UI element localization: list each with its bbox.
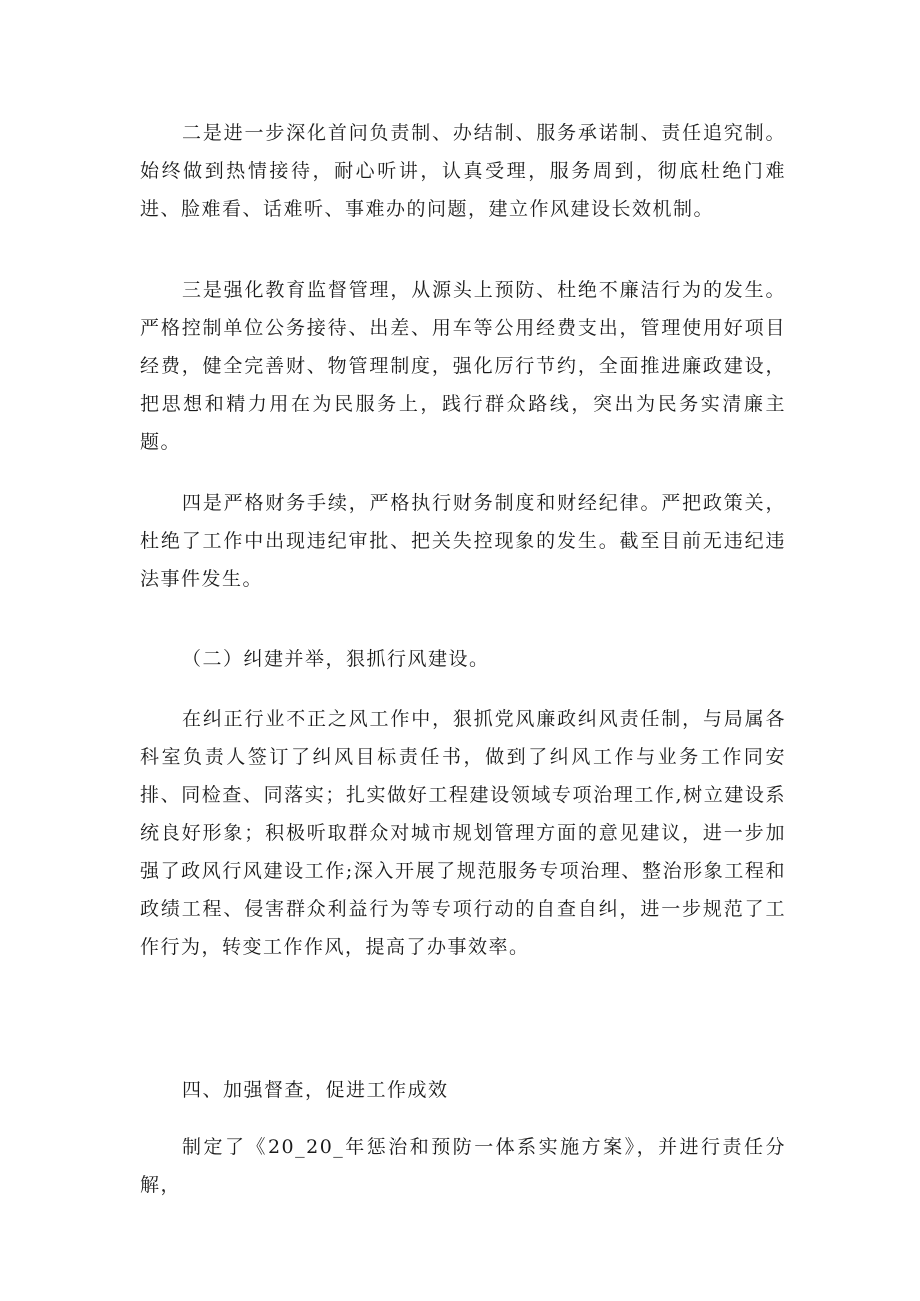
section-heading-two: （二）纠建并举，狠抓行风建设。: [182, 648, 490, 670]
section-heading-four: 四、加强督查，促进工作成效: [182, 1079, 449, 1101]
paragraph-style-rectification: 在纠正行业不正之风工作中，狠抓党风廉政纠风责任制，与局属各科室负责人签订了纠风目标责任书，做到了纠风工作与业务工作同安排、同检查、同落实；扎实做好工程建设领域专项治理工作,树立建设系统良好形象；积极听取群众对城市规划管理方面的意见建议，进一步加强了政风行风建设工作;深入开展了规范服务专项治理、整治形象工程和政绩工程、侵害群众利益行为等专项行动的自查自纠，进一步规范了工作行为，转变工作作风，提高了办事效率。: [140, 708, 786, 958]
paragraph-third-point: 三是强化教育监督管理，从源头上预防、杜绝不廉洁行为的发生。严格控制单位公务接待、出差、用车等公用经费支出，管理使用好项目经费，健全完善财、物管理制度，强化厉行节约，全面推进廉政建设，把思想和精力用在为民服务上，践行群众路线，突出为民务实清廉主题。: [140, 279, 786, 453]
paragraph-second-point: 二是进一步深化首问负责制、办结制、服务承诺制、责任追究制。始终做到热情接待，耐心听讲，认真受理，服务周到，彻底杜绝门难进、脸难看、话难听、事难办的问题，建立作风建设长效机制。: [140, 122, 786, 220]
paragraph-implementation-plan: 制定了《20_20_年惩治和预防一体系实施方案》，并进行责任分解，: [140, 1136, 786, 1196]
paragraph-fourth-point: 四是严格财务手续，严格执行财务制度和财经纪律。严把政策关，杜绝了工作中出现违纪审批、把关失控现象的发生。截至目前无违纪违法事件发生。: [140, 492, 786, 590]
